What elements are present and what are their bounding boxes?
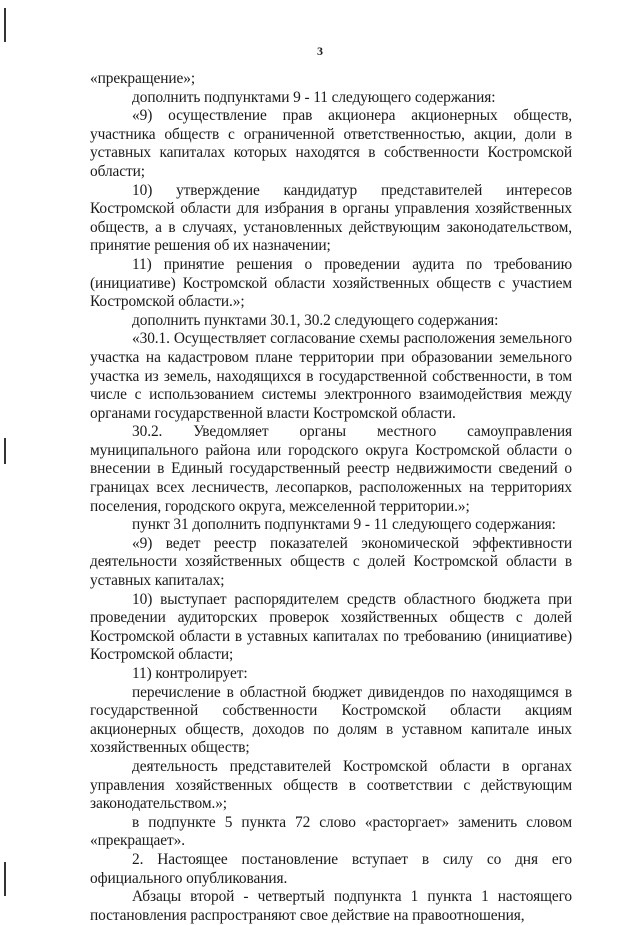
paragraph-13: перечисление в областной бюджет дивидендов по находящимся в государственной собственности Костромской области акциям акционерных обществ, доходов по долям в уставном капитале иных хозяйственных обществ; [90,683,572,757]
paragraph-8: 30.2. Уведомляет органы местного самоуправления муниципального района или городского округа Костромской области о внесении в Единый государственный реестр недвижимости сведений о границах всех лесничеств, лесопарков, расположенных на территориях поселения, городского округа, межселенной территории.»; [90,423,572,515]
document-body [90,70,572,925]
paragraph-16: 2. Настоящее постановление вступает в силу со дня его официального опубликования. [90,850,572,887]
paragraph-10: «9) ведет реестр показателей экономической эффективности деятельности хозяйственных обществ с долей Костромской области в уставных капиталах; [90,534,572,590]
paragraph-11: 10) выступает распорядителем средств областного бюджета при проведении аудиторских проверок хозяйственных обществ с долей Костромской области в уставных капиталах по требованию (инициативе) Костромской области; [90,590,572,664]
paragraph-2: дополнить подпунктами 9 - 11 следующего содержания: [132,88,496,106]
paragraph-1: «прекращение»; [90,70,196,87]
paragraph-17: Абзацы второй - четвертый подпункта 1 пункта 1 настоящего постановления распространяют свое действие на правоотношения, [90,888,572,924]
paragraph-14: деятельность представителей Костромской области в органах управления хозяйственных обществ в соответствии с действующим законодательством.»; [90,757,572,813]
scan-edge-mark-middle [4,438,6,464]
paragraph-3: «9) осуществление прав акционера акционерных обществ, участника обществ с ограниченной ответственностью, акции, доли в уставных капиталах которых находятся в собственности Костромской области; [90,107,572,180]
paragraph-6: дополнить пунктами 30.1, 30.2 следующего содержания: [132,311,499,329]
scan-edge-mark-bottom [4,862,6,896]
paragraph-15: в подпункте 5 пункта 72 слово «расторгает» заменить словом «прекращает». [90,813,572,850]
paragraph-7: «30.1. Осуществляет согласование схемы расположения земельного участка на кадастровом плане территории при образовании земельного участка из земель, находящихся в государственной собственности, в том числе с использованием системы электронного взаимодействия между органами государственной власти Костромской области. [90,330,572,422]
scan-edge-mark-top [4,8,6,42]
paragraph-5: 11) принятие решения о проведении аудита по требованию (инициативе) Костромской области хозяйственных обществ с участием Костромской области.»; [90,255,572,311]
paragraph-4: 10) утверждение кандидатур представителей интересов Костромской области для избрания в органы управления хозяйственных обществ, а в случаях, установленных действующим законодательством, принятие решения об их назначении; [90,181,572,255]
paragraph-9: пункт 31 дополнить подпунктами 9 - 11 следующего содержания: [132,516,556,534]
page-number: 3 [317,44,323,58]
paragraph-12: 11) контролирует: [132,665,248,682]
